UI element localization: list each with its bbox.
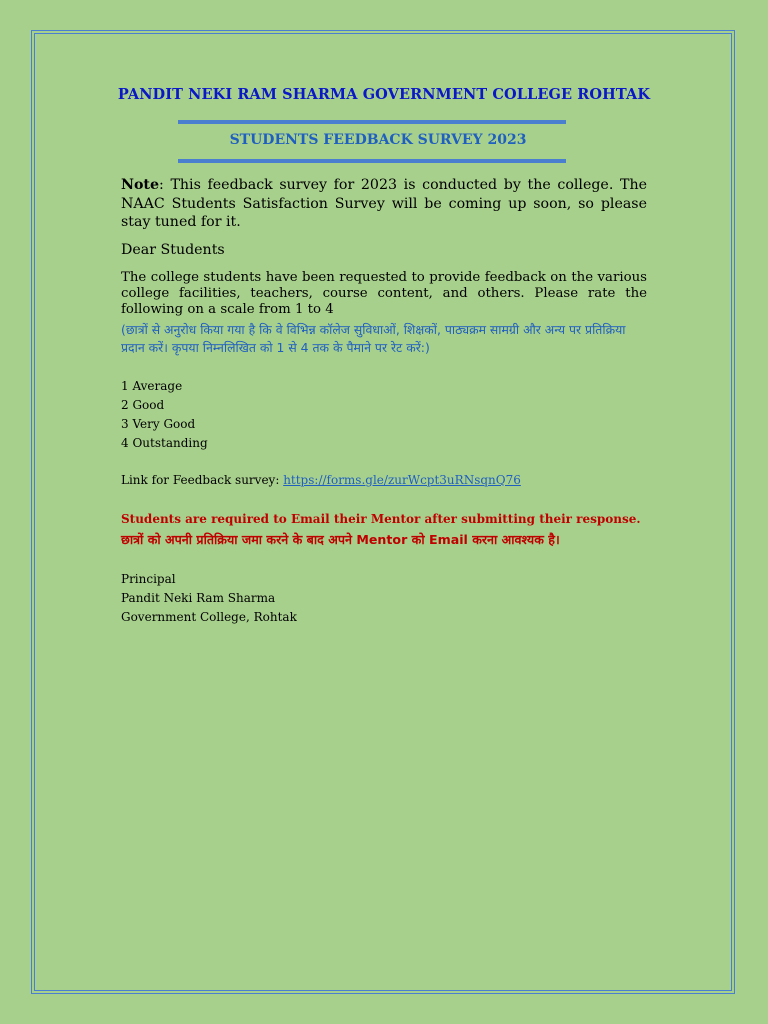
college-title: PANDIT NEKI RAM SHARMA GOVERNMENT COLLEGE ROHTAK [117, 86, 651, 103]
signature-title: Principal [121, 572, 176, 586]
rating-scale-item: 1 Average [121, 379, 183, 393]
salutation: Dear Students [121, 242, 225, 258]
feedback-link-line [121, 473, 647, 487]
survey-title: STUDENTS FEEDBACK SURVEY 2023 [229, 132, 527, 148]
signature-institution: Government College, Rohtak [121, 610, 297, 624]
intro-paragraph: The college students have been requested to provide feedback on the various college facilities, teachers, course content, and others. Please rate the following on a scale from 1 to 4 [121, 270, 647, 317]
note-paragraph [121, 176, 647, 232]
rating-scale-item: 3 Very Good [121, 417, 196, 431]
rating-scale-list [121, 377, 647, 453]
signature-block [121, 570, 647, 627]
feedback-survey-link[interactable]: https://forms.gle/zurWcpt3uRNsqnQ76 [283, 473, 521, 487]
rating-scale-item: 2 Good [121, 398, 165, 412]
title-rule-bottom [178, 159, 566, 163]
email-instruction-hi: छात्रों को अपनी प्रतिक्रिया जमा करने के बाद अपने Mentor को Email करना आवश्यक है। [121, 532, 560, 547]
note-text: : This feedback survey for 2023 is conducted by the college. The NAAC Students Satisfaction Survey will be coming up soon, so please stay tuned for it. [121, 177, 647, 230]
email-instruction-en: Students are required to Email their Mentor after submitting their response. [121, 512, 641, 526]
signature-name: Pandit Neki Ram Sharma [121, 591, 276, 605]
note-label: Note [121, 177, 160, 193]
rating-scale-item: 4 Outstanding [121, 436, 208, 450]
feedback-link-label: Link for Feedback survey: [121, 473, 284, 487]
title-rule-top [178, 120, 566, 124]
intro-hindi-paragraph: (छात्रों से अनुरोध किया गया है कि वे विभिन्न कॉलेज सुविधाओं, शिक्षकों, पाठ्यक्रम सामग्री और अन्य पर प्रतिक्रिया प्रदान करें। कृपया निम्नलिखित को 1 से 4 तक के पैमाने पर रेट करें:) [121, 322, 626, 355]
